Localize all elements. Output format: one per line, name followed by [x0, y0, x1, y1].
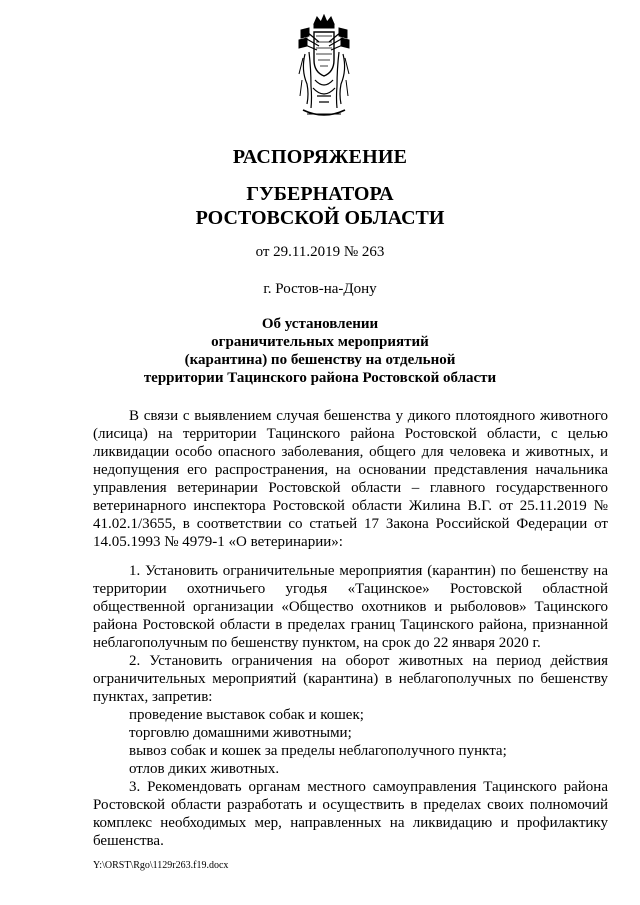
coat-of-arms-icon: [297, 14, 351, 120]
city-line: г. Ростов-на-Дону: [263, 281, 377, 297]
file-path-footer: Y:\ORST\Rgo\1129r263.f19.docx: [93, 860, 229, 871]
prohibition-item: отлов диких животных.: [129, 761, 280, 777]
prohibition-item: торговлю домашними животными;: [129, 725, 352, 741]
clause-2-paragraph: 2. Установить ограничения на оборот животных на период действия ограничительных мероприятий (карантина) в неблагополучных по бешенству пунктах, запретив:: [93, 653, 608, 705]
prohibition-item: вывоз собак и кошек за пределы неблагополучного пункта;: [129, 743, 507, 759]
preamble-paragraph: В связи с выявлением случая бешенства у дикого плотоядного животного (лисица) на территории Тацинского района Ростовской области, с целью ликвидации особо опасного заболевания, общего для человека и животных, и недопущения его распространения, на основании представления начальника управления ветеринарии Ростовской области – главного государственного ветеринарного инспектора Ростовской области Жилина В.Г. от 25.11.2019 № 41.02.1/3655, в соответствии со статьей 17 Закона Российской Федерации от 14.05.1993 № 4979-1 «О ветеринарии»:: [93, 408, 608, 550]
clause-1-paragraph: 1. Установить ограничительные мероприятия (карантин) по бешенству на территории охотничьего угодья «Тацинское» Ростовской областной общественной организации «Общество охотников и рыболовов» Тацинского района Ростовской области в пределах границ Тацинского района, признанной неблагополучным по бешенству пунктом, на срок до 22 января 2020 г.: [93, 563, 608, 651]
document-title-line4: территории Тацинского района Ростовской области: [143, 370, 497, 386]
issuer-heading-line2: РОСТОВСКОЙ ОБЛАСТИ: [195, 207, 445, 229]
document-title-line3: (карантина) по бешенству на отдельной: [184, 352, 456, 368]
date-number-line: от 29.11.2019 № 263: [255, 244, 385, 260]
prohibition-item: проведение выставок собак и кошек;: [129, 707, 364, 723]
document-title-line1: Об установлении: [261, 316, 379, 332]
document-type-heading: РАСПОРЯЖЕНИЕ: [232, 146, 408, 168]
clause-3-paragraph: 3. Рекомендовать органам местного самоуправления Тацинского района Ростовской области разработать и осуществить в пределах своих полномочий комплекс необходимых мер, направленных на ликвидацию и профилактику бешенства.: [93, 779, 608, 849]
document-title-line2: ограничительных мероприятий: [211, 334, 429, 350]
issuer-heading-line1: ГУБЕРНАТОРА: [246, 183, 394, 205]
